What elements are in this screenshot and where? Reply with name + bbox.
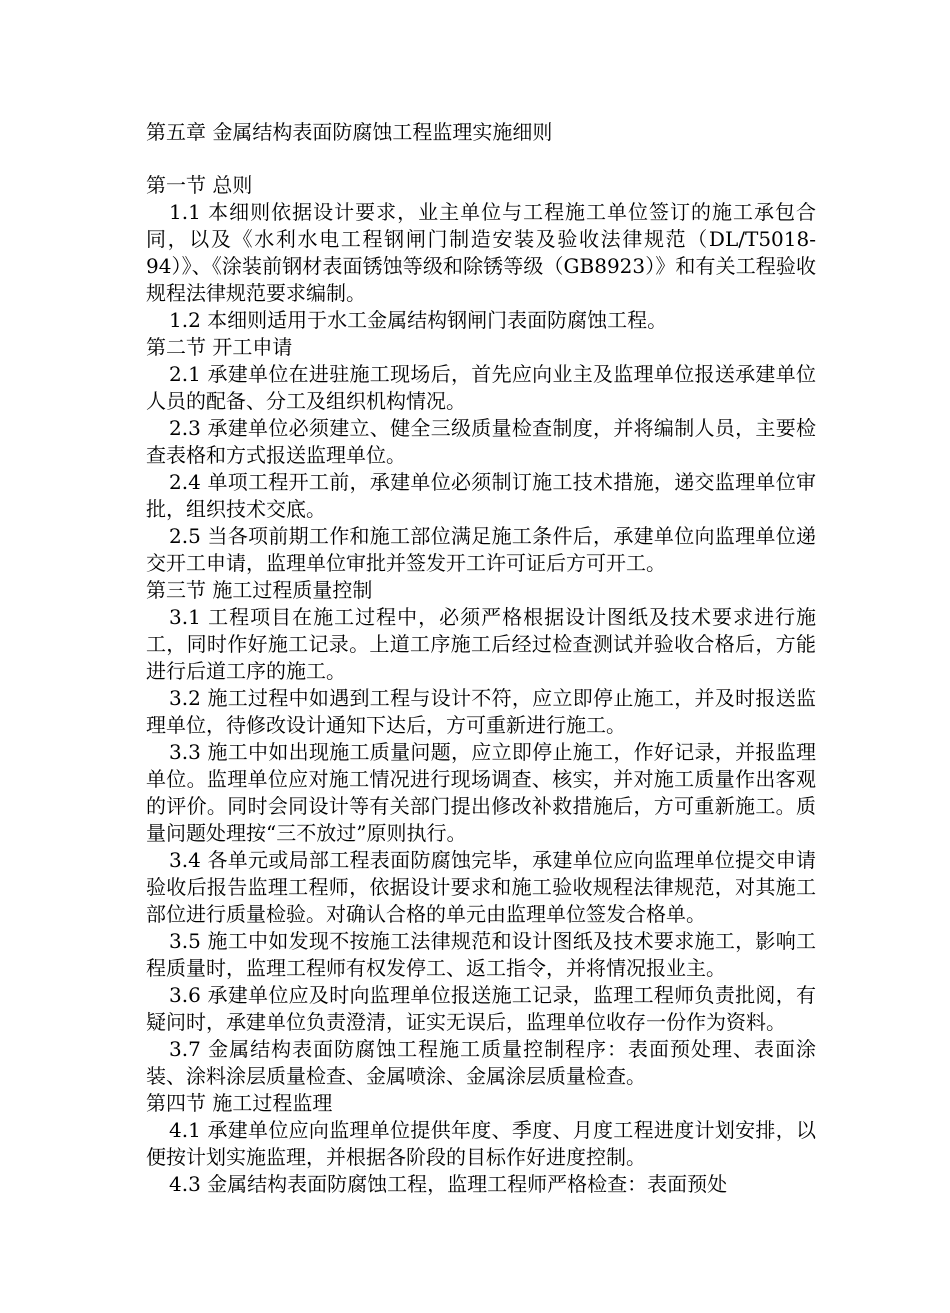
- paragraph: 2.5 当各项前期工作和施工部位满足施工条件后，承建单位向监理单位递交开工申请，监理单位审批并签发开工许可证后方可开工。: [146, 524, 816, 575]
- section-heading: 第四节 施工过程监理: [146, 1091, 333, 1115]
- paragraph: 2.4 单项工程开工前，承建单位必须制订施工技术措施，递交监理单位审批，组织技术交底。: [146, 470, 816, 521]
- paragraph: 4.3 金属结构表面防腐蚀工程，监理工程师严格检查：表面预处: [169, 1172, 728, 1196]
- paragraph: 3.1 工程项目在施工过程中，必须严格根据设计图纸及技术要求进行施工，同时作好施工记录。上道工序施工后经过检查测试并验收合格后，方能进行后道工序的施工。: [146, 605, 816, 683]
- paragraph: 4.1 承建单位应向监理单位提供年度、季度、月度工程进度计划安排，以便按计划实施监理，并根据各阶段的目标作好进度控制。: [146, 1118, 816, 1169]
- paragraph: 3.3 施工中如出现施工质量问题，应立即停止施工，作好记录，并报监理单位。监理单位应对施工情况进行现场调查、核实，并对施工质量作出客观的评价。同时会同设计等有关部门提出修改补救措施后，方可重新施工。质量问题处理按“三不放过”原则执行。: [146, 740, 816, 845]
- paragraph: 1.2 本细则适用于水工金属结构钢闸门表面防腐蚀工程。: [169, 308, 668, 332]
- paragraph: 3.4 各单元或局部工程表面防腐蚀完毕，承建单位应向监理单位提交申请验收后报告监理工程师，依据设计要求和施工验收规程法律规范，对其施工部位进行质量检验。对确认合格的单元由监理单位签发合格单。: [146, 848, 816, 926]
- section-heading: 第二节 开工申请: [146, 335, 293, 359]
- section-heading: 第三节 施工过程质量控制: [146, 578, 373, 602]
- paragraph: 3.2 施工过程中如遇到工程与设计不符，应立即停止施工，并及时报送监理单位，待修改设计通知下达后，方可重新进行施工。: [146, 686, 816, 737]
- paragraph: 3.6 承建单位应及时向监理单位报送施工记录，监理工程师负责批阅，有疑问时，承建单位负责澄清，证实无误后，监理单位收存一份作为资料。: [146, 983, 816, 1034]
- document-body: [146, 118, 816, 1198]
- paragraph: 2.3 承建单位必须建立、健全三级质量检查制度，并将编制人员，主要检查表格和方式报送监理单位。: [146, 416, 816, 467]
- paragraph: 3.7 金属结构表面防腐蚀工程施工质量控制程序：表面预处理、表面涂装、涂料涂层质量检查、金属喷涂、金属涂层质量检查。: [146, 1037, 816, 1088]
- paragraph: 3.5 施工中如发现不按施工法律规范和设计图纸及技术要求施工，影响工程质量时，监理工程师有权发停工、返工指令，并将情况报业主。: [146, 929, 816, 980]
- title-spacer: [146, 147, 816, 172]
- chapter-title: 第五章 金属结构表面防腐蚀工程监理实施细则: [146, 120, 553, 144]
- paragraph: 2.1 承建单位在进驻施工现场后，首先应向业主及监理单位报送承建单位人员的配备、分工及组织机构情况。: [146, 362, 816, 413]
- section-heading: 第一节 总则: [146, 173, 253, 197]
- paragraph: 1.1 本细则依据设计要求，业主单位与工程施工单位签订的施工承包合同，以及《水利水电工程钢闸门制造安装及验收法律规范（DL/T5018-94）》、《涂装前钢材表面锈蚀等级和除锈等级（GB8923）》和有关工程验收规程法律规范要求编制。: [146, 200, 816, 305]
